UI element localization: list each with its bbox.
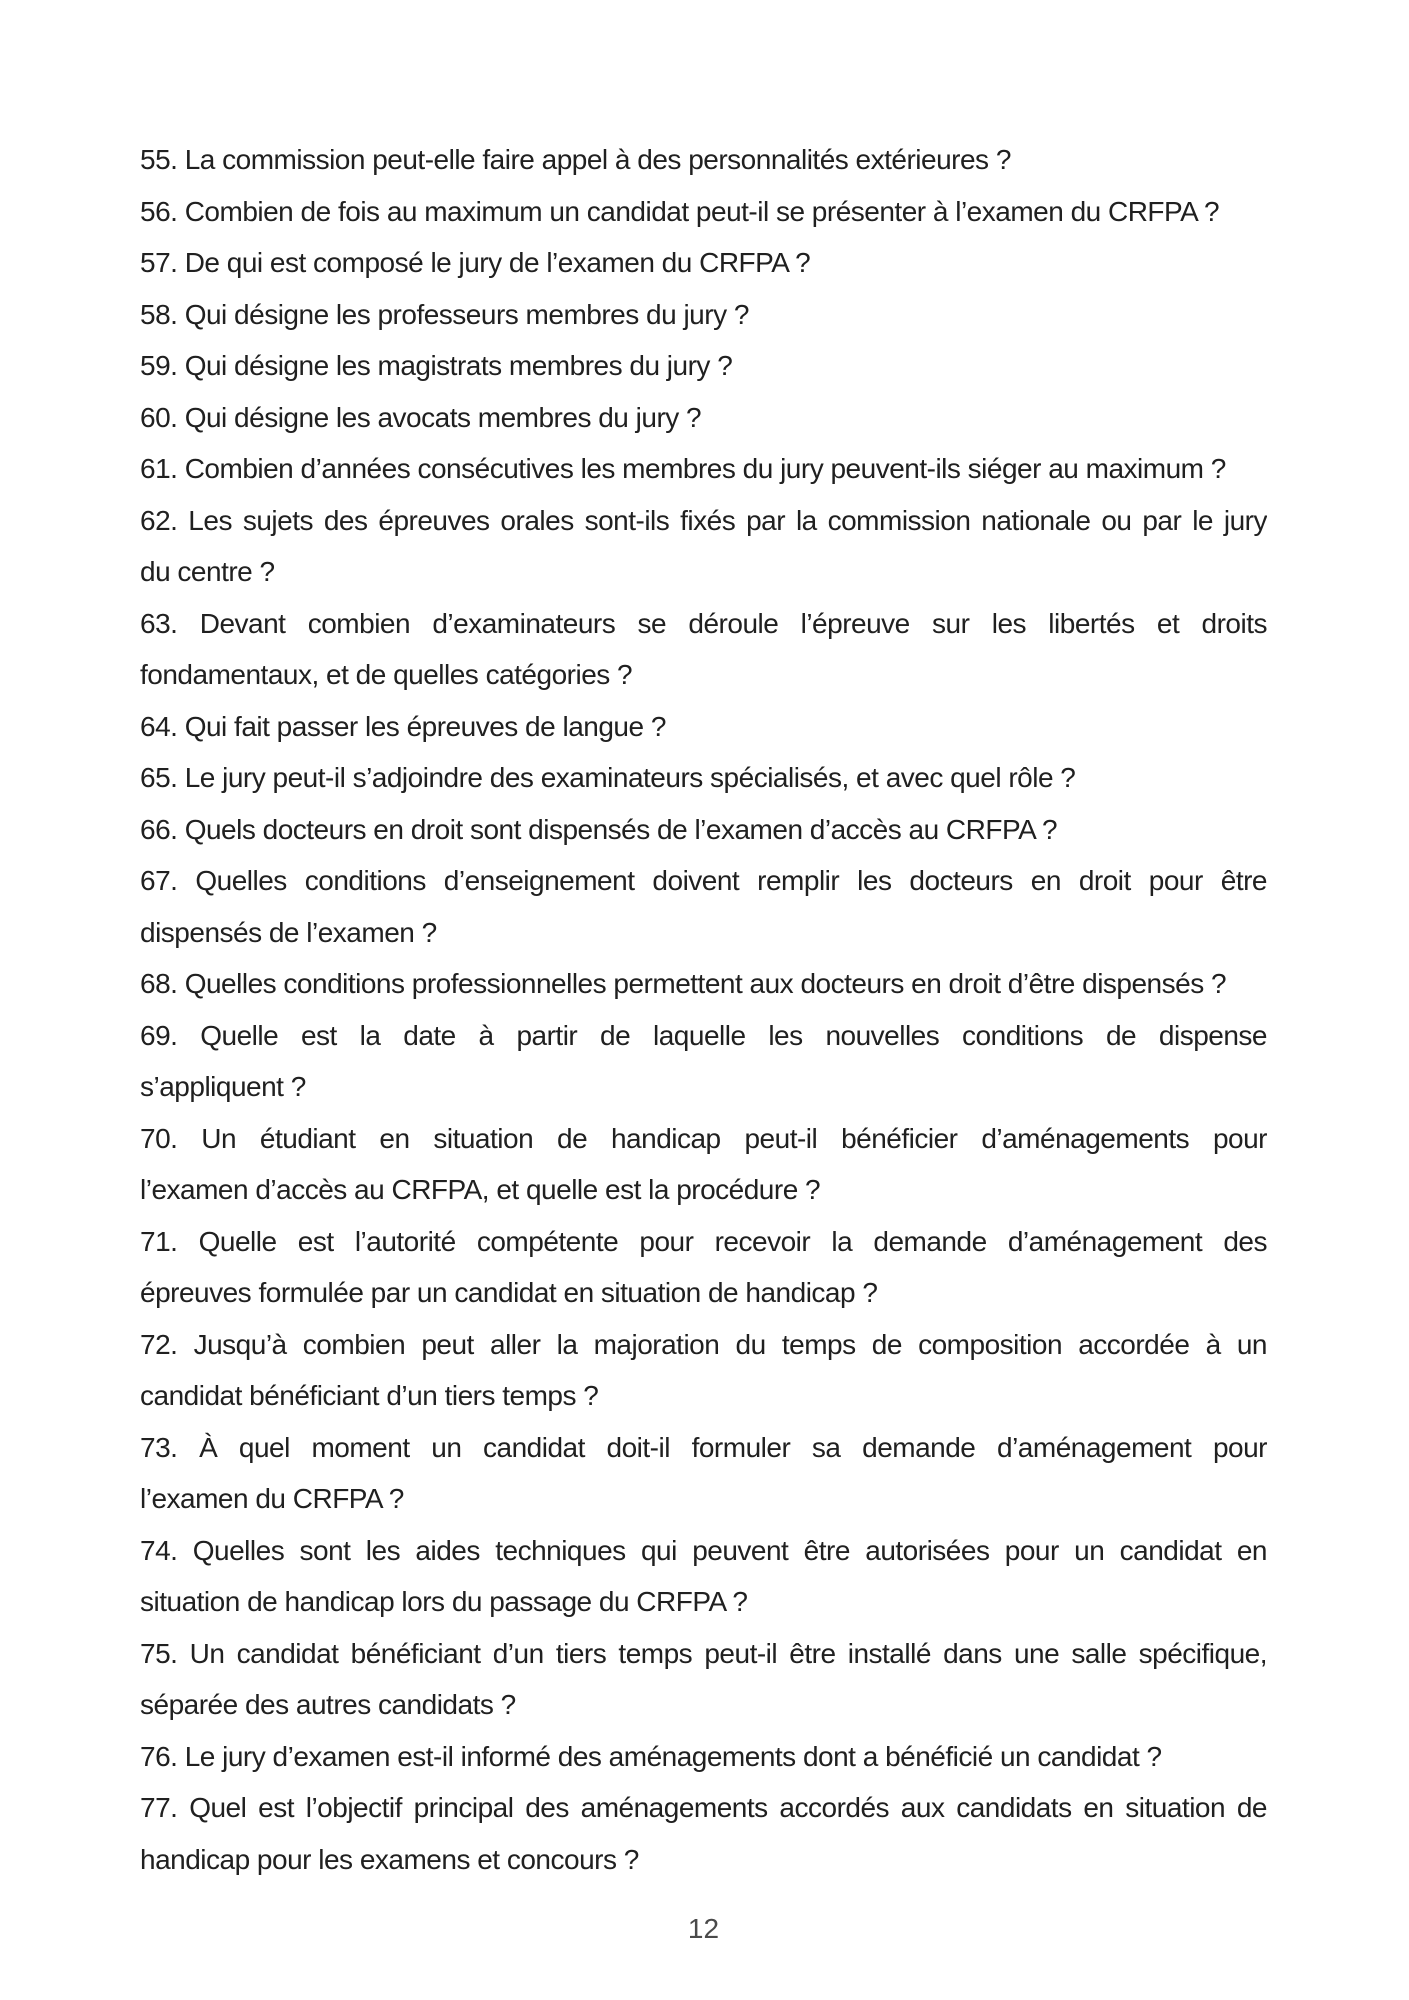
question-line: l’examen du CRFPA ?: [140, 1483, 404, 1514]
question-57: [140, 237, 1267, 289]
question-line: candidat bénéficiant d’un tiers temps ?: [140, 1380, 599, 1411]
question-72: [140, 1319, 1267, 1422]
question-67: [140, 855, 1267, 958]
question-58: [140, 289, 1267, 341]
question-65: [140, 752, 1267, 804]
question-71: [140, 1216, 1267, 1319]
question-60: [140, 392, 1267, 444]
question-75: [140, 1628, 1267, 1731]
question-line: 77. Quel est l’objectif principal des aménagements accordés aux candidats en situation de: [140, 1792, 1267, 1823]
question-73: [140, 1422, 1267, 1525]
question-line: 64. Qui fait passer les épreuves de langue ?: [140, 710, 666, 742]
question-line: fondamentaux, et de quelles catégories ?: [140, 659, 633, 690]
question-line: 57. De qui est composé le jury de l’examen du CRFPA ?: [140, 247, 811, 278]
question-line: 56. Combien de fois au maximum un candidat peut-il se présenter à l’examen du CRFPA ?: [140, 195, 1220, 227]
question-line: handicap pour les examens et concours ?: [140, 1843, 639, 1875]
question-line: 73. À quel moment un candidat doit-il formuler sa demande d’aménagement pour: [140, 1431, 1267, 1463]
question-59: [140, 340, 1267, 392]
question-line: 67. Quelles conditions d’enseignement doivent remplir les docteurs en droit pour être: [140, 865, 1267, 896]
question-line: 60. Qui désigne les avocats membres du jury ?: [140, 401, 702, 433]
question-77: [140, 1782, 1267, 1885]
question-55: [140, 134, 1267, 186]
question-line: 75. Un candidat bénéficiant d’un tiers temps peut-il être installé dans une salle spécifique,: [140, 1637, 1267, 1669]
question-76: [140, 1731, 1267, 1783]
question-line: situation de handicap lors du passage du CRFPA ?: [140, 1586, 748, 1617]
question-line: 76. Le jury d’examen est-il informé des aménagements dont a bénéficié un candidat ?: [140, 1740, 1162, 1772]
question-68: [140, 958, 1267, 1010]
question-line: 62. Les sujets des épreuves orales sont-ils fixés par la commission nationale ou par le jury: [140, 504, 1267, 536]
question-line: 66. Quels docteurs en droit sont dispensés de l’examen d’accès au CRFPA ?: [140, 813, 1058, 845]
page-number: 12: [687, 1913, 720, 1944]
question-line: 70. Un étudiant en situation de handicap peut-il bénéficier d’aménagements pour: [140, 1122, 1267, 1154]
question-line: 63. Devant combien d’examinateurs se déroule l’épreuve sur les libertés et droits: [140, 607, 1267, 639]
question-line: s’appliquent ?: [140, 1071, 306, 1102]
question-line: l’examen d’accès au CRFPA, et quelle est la procédure ?: [140, 1174, 821, 1205]
question-line: 55. La commission peut-elle faire appel à des personnalités extérieures ?: [140, 144, 1011, 175]
question-line: 59. Qui désigne les magistrats membres du jury ?: [140, 350, 733, 381]
question-69: [140, 1010, 1267, 1113]
question-66: [140, 804, 1267, 856]
question-line: du centre ?: [140, 556, 275, 587]
question-list: [140, 134, 1267, 1885]
question-line: 72. Jusqu’à combien peut aller la majoration du temps de composition accordée à un: [140, 1328, 1267, 1360]
question-56: [140, 186, 1267, 238]
question-line: 69. Quelle est la date à partir de laquelle les nouvelles conditions de dispense: [140, 1019, 1267, 1051]
question-64: [140, 701, 1267, 753]
question-line: dispensés de l’examen ?: [140, 916, 437, 948]
question-70: [140, 1113, 1267, 1216]
question-line: 74. Quelles sont les aides techniques qui peuvent être autorisées pour un candidat en: [140, 1534, 1267, 1566]
question-line: 71. Quelle est l’autorité compétente pour recevoir la demande d’aménagement des: [140, 1225, 1267, 1257]
question-line: 58. Qui désigne les professeurs membres du jury ?: [140, 298, 749, 330]
question-line: 61. Combien d’années consécutives les membres du jury peuvent-ils siéger au maximum ?: [140, 453, 1226, 484]
question-line: 68. Quelles conditions professionnelles permettent aux docteurs en droit d’être dispensés ?: [140, 968, 1227, 999]
question-line: 65. Le jury peut-il s’adjoindre des examinateurs spécialisés, et avec quel rôle ?: [140, 762, 1076, 793]
question-63: [140, 598, 1267, 701]
question-61: [140, 443, 1267, 495]
question-line: séparée des autres candidats ?: [140, 1689, 516, 1720]
question-62: [140, 495, 1267, 598]
question-line: épreuves formulée par un candidat en situation de handicap ?: [140, 1277, 878, 1308]
question-74: [140, 1525, 1267, 1628]
